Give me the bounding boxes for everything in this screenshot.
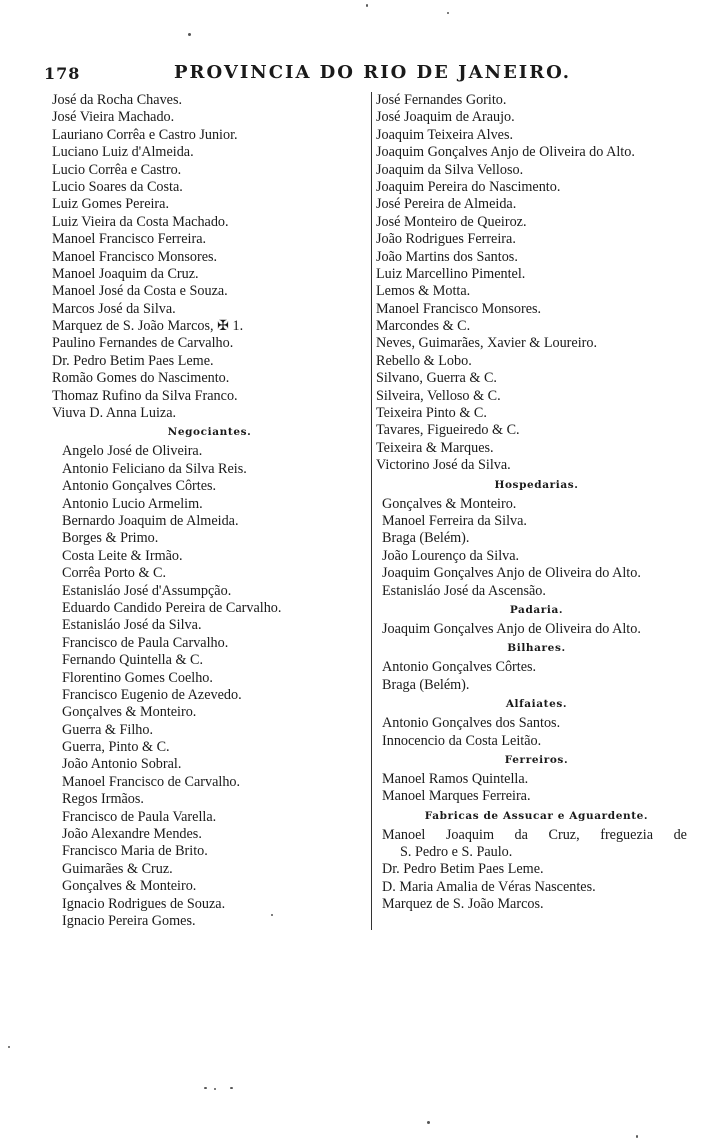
list-item: Luiz Gomes Pereira.: [52, 196, 170, 213]
left-entries: [52, 92, 367, 422]
list-item: Costa Leite & Irmão.: [62, 547, 183, 564]
list-item: Silveira, Velloso & C.: [376, 387, 501, 404]
list-item: Eduardo Candido Pereira de Carvalho.: [62, 599, 282, 616]
section-heading: Alfaiates.: [505, 698, 568, 711]
section-bilhares: [374, 638, 699, 694]
section-heading: Hospedarias.: [494, 478, 579, 491]
section-heading: Bilhares.: [507, 642, 566, 655]
list-item: Innocencio da Costa Leitão.: [382, 732, 542, 749]
list-item: Joaquim da Silva Velloso.: [376, 161, 524, 178]
page-number: 178: [44, 64, 81, 83]
right-column: [374, 92, 699, 914]
list-item: Estanisláo José da Silva.: [62, 617, 202, 634]
list-item: Francisco de Paula Carvalho.: [62, 634, 229, 651]
list-item: Manoel Joaquim da Cruz.: [52, 265, 199, 282]
list-item: José Fernandes Gorito.: [376, 92, 507, 108]
scan-speck: [427, 1121, 430, 1124]
list-item-justified: [374, 827, 699, 844]
list-item: Corrêa Porto & C.: [62, 565, 167, 582]
list-item: Joaquim Teixeira Alves.: [376, 126, 514, 143]
word: da: [514, 826, 528, 843]
list-item: Marquez de S. João Marcos.: [382, 896, 544, 913]
list-item: Joaquim Pereira do Nascimento.: [376, 178, 561, 195]
list-item: Fernando Quintella & C.: [62, 652, 204, 669]
list-item: Francisco Maria de Brito.: [62, 843, 208, 860]
list-item: Marcondes & C.: [376, 318, 471, 335]
left-column: [52, 92, 367, 930]
word: Joaquim: [445, 826, 494, 843]
list-item: Lemos & Motta.: [376, 283, 471, 300]
list-item: Lauriano Corrêa e Castro Junior.: [52, 126, 238, 143]
list-item: João Antonio Sobral.: [62, 756, 182, 773]
list-item: Teixeira Pinto & C.: [376, 405, 487, 422]
list-item-continuation: S. Pedro e S. Paulo.: [400, 844, 513, 861]
section-heading: Negociantes.: [167, 426, 252, 439]
list-item: João Rodrigues Ferreira.: [376, 231, 516, 248]
scan-speck: [204, 1087, 207, 1089]
list-item: Dr. Pedro Betim Paes Leme.: [52, 352, 214, 369]
list-item: D. Maria Amalia de Véras Nascentes.: [382, 878, 596, 895]
list-item: Luciano Luiz d'Almeida.: [52, 144, 194, 161]
list-item: Bernardo Joaquim de Almeida.: [62, 512, 239, 529]
list-item: Antonio Gonçalves dos Santos.: [382, 715, 561, 732]
list-item: Guerra, Pinto & C.: [62, 739, 170, 756]
list-item: Thomaz Rufino da Silva Franco.: [52, 387, 238, 404]
list-item: Luiz Vieira da Costa Machado.: [52, 213, 229, 230]
list-item: Marcos José da Silva.: [52, 300, 176, 317]
list-item: Manoel Ramos Quintella.: [382, 770, 529, 787]
scan-speck: [8, 1046, 10, 1048]
list-item: Gonçalves & Monteiro.: [62, 878, 197, 895]
section-ferreiros: [374, 750, 699, 806]
list-item: Victorino José da Silva.: [376, 457, 511, 474]
section-heading: Padaria.: [509, 603, 564, 616]
word: de: [673, 826, 687, 843]
section-negociantes: [52, 422, 367, 930]
list-item: Braga (Belém).: [382, 676, 470, 693]
list-item: Rebello & Lobo.: [376, 352, 472, 369]
list-item: Manoel Francisco de Carvalho.: [62, 773, 241, 790]
list-item: Joaquim Gonçalves Anjo de Oliveira do Alto.: [382, 620, 641, 637]
list-item: Estanisláo José d'Assumpção.: [62, 582, 232, 599]
section-alfaiates: [374, 694, 699, 750]
list-item: Manoel Ferreira da Silva.: [382, 512, 527, 529]
list-item: Antonio Gonçalves Côrtes.: [382, 659, 537, 676]
list-item: Gonçalves & Monteiro.: [382, 495, 517, 512]
page-header: [44, 62, 572, 86]
list-item: Joaquim Gonçalves Anjo de Oliveira do Alto.: [382, 565, 641, 582]
word: Manoel: [382, 826, 426, 843]
list-item: Guerra & Filho.: [62, 721, 154, 738]
list-item: Lucio Soares da Costa.: [52, 178, 183, 195]
scan-speck: [230, 1087, 233, 1089]
word: Cruz,: [548, 826, 580, 843]
right-entries: [374, 92, 699, 475]
list-item: Francisco Eugenio de Azevedo.: [62, 686, 242, 703]
list-item: Antonio Lucio Armelim.: [62, 495, 203, 512]
list-item: Angelo José de Oliveira.: [62, 443, 203, 460]
list-item: Lucio Corrêa e Castro.: [52, 161, 182, 178]
section-fabricas: [374, 806, 699, 914]
list-item: Estanisláo José da Ascensão.: [382, 582, 546, 599]
list-item: Marquez de S. João Marcos, ✠ 1.: [52, 318, 244, 335]
scan-speck: [366, 4, 368, 7]
list-item: Joaquim Gonçalves Anjo de Oliveira do Alto.: [376, 144, 635, 161]
list-item: Manoel Francisco Ferreira.: [52, 231, 207, 248]
list-item: Francisco de Paula Varella.: [62, 808, 217, 825]
list-item: Manoel José da Costa e Souza.: [52, 283, 228, 300]
list-item: Guimarães & Cruz.: [62, 860, 173, 877]
list-item: Tavares, Figueiredo & C.: [376, 422, 520, 439]
list-item: José Joaquim de Araujo.: [376, 109, 515, 126]
section-heading: Fabricas de Assucar e Aguardente.: [424, 809, 649, 822]
list-item: João Lourenço da Silva.: [382, 547, 520, 564]
section-hospedarias: [374, 475, 699, 600]
list-item: José Pereira de Almeida.: [376, 196, 517, 213]
word: freguezia: [600, 826, 653, 843]
list-item: Silvano, Guerra & C.: [376, 370, 497, 387]
list-item: João Martins dos Santos.: [376, 248, 518, 265]
list-item: Dr. Pedro Betim Paes Leme.: [382, 861, 544, 878]
list-item: Borges & Primo.: [62, 530, 159, 547]
scan-speck: [271, 914, 273, 916]
list-item: Gonçalves & Monteiro.: [62, 704, 197, 721]
column-divider: [371, 92, 372, 930]
scan-speck: [447, 12, 449, 14]
list-item: Ignacio Pereira Gomes.: [62, 912, 196, 929]
list-item: Manoel Marques Ferreira.: [382, 788, 531, 805]
list-item: Romão Gomes do Nascimento.: [52, 370, 230, 387]
list-item: Viuva D. Anna Luiza.: [52, 405, 177, 422]
list-item: Braga (Belém).: [382, 530, 470, 547]
list-item: José da Rocha Chaves.: [52, 92, 183, 108]
running-title: PROVINCIA DO RIO DE JANEIRO.: [174, 62, 572, 83]
list-item: Luiz Marcellino Pimentel.: [376, 265, 526, 282]
list-item: Neves, Guimarães, Xavier & Loureiro.: [376, 335, 598, 352]
list-item: Antonio Gonçalves Côrtes.: [62, 478, 217, 495]
list-item: Teixeira & Marques.: [376, 439, 494, 456]
list-item: José Vieira Machado.: [52, 109, 175, 126]
list-item: João Alexandre Mendes.: [62, 826, 202, 843]
list-item: Ignacio Rodrigues de Souza.: [62, 895, 226, 912]
list-item: Manoel Francisco Monsores.: [376, 300, 542, 317]
scan-speck: [214, 1088, 216, 1090]
list-item: José Monteiro de Queiroz.: [376, 213, 527, 230]
section-padaria: [374, 600, 699, 638]
scan-speck: [188, 33, 191, 36]
scan-speck: [636, 1135, 638, 1138]
list-item: Manoel Francisco Monsores.: [52, 248, 218, 265]
section-heading: Ferreiros.: [504, 753, 569, 766]
list-item: Antonio Feliciano da Silva Reis.: [62, 460, 247, 477]
list-item: Florentino Gomes Coelho.: [62, 669, 213, 686]
list-item: Paulino Fernandes de Carvalho.: [52, 335, 234, 352]
list-item: Regos Irmãos.: [62, 791, 144, 808]
